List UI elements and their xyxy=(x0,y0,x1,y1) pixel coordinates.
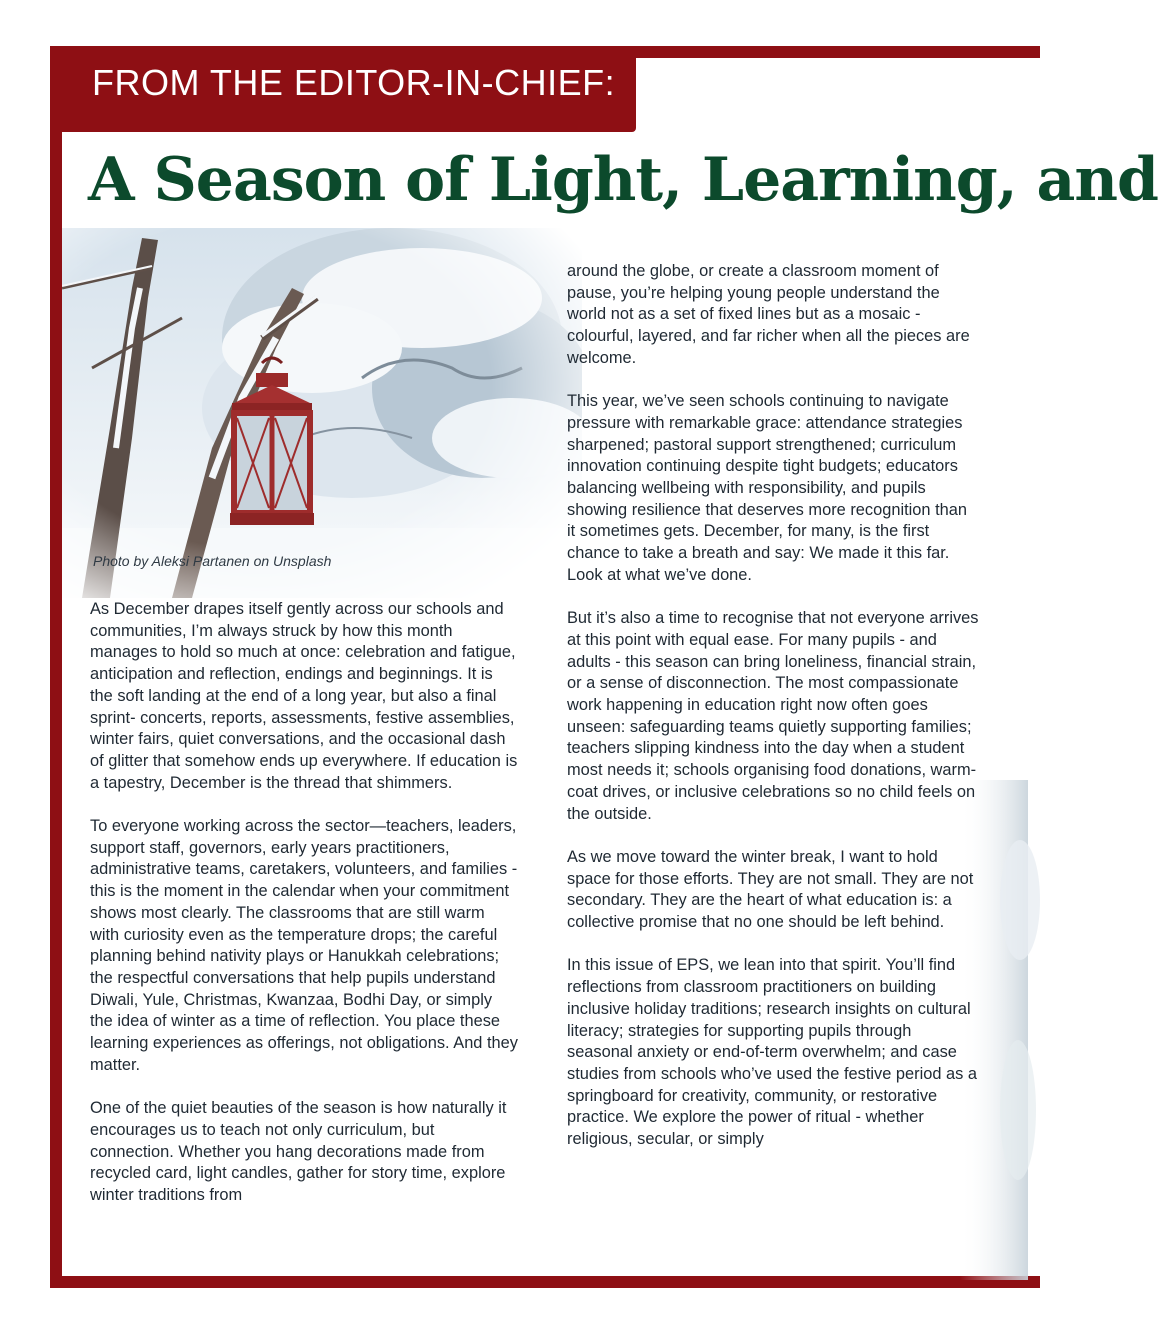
article-paragraph: One of the quiet beauties of the season is how naturally it encourages us to teach not only curriculum, but connection. Whether you hang decorations made from recycled card, light candles, gather for story time, explore winter traditions from xyxy=(90,1099,507,1204)
article-paragraph: As we move toward the winter break, I want to hold space for those efforts. They are not small. They are not secondary. They are the heart of what education is: a collective promise that no one should be left behind. xyxy=(567,847,974,932)
article-paragraph: To everyone working across the sector—teachers, leaders, support staff, governors, early years practitioners, administrative teams, caretakers, volunteers, and families - this is the moment in the calendar when your commitment shows most clearly. The classrooms that are still warm with curiosity even as the temperature drops; the careful planning behind nativity plays or Hanukkah celebrations; the respectful conversations that help pupils understand Diwali, Yule, Christmas, Kwanzaa, Bodhi Day, or simply the idea of winter as a time of reflection. You place these learning experiences as offerings, not obligations. And they matter. xyxy=(90,817,518,1074)
article-paragraph: In this issue of EPS, we lean into that spirit. You’ll find reflections from classroom practitioners on building inclusive holiday traditions; research insights on cultural literacy; strategies for supporting pupils through seasonal anxiety or end-of-term overwhelm; and case studies from schools who’ve used the festive period as a springboard for creativity, community, or restorative practice. We explore the power of ritual - whether religious, secular, or simply xyxy=(567,956,977,1149)
lantern-in-snowy-trees-icon xyxy=(62,228,582,598)
article-column-right xyxy=(567,261,979,1172)
photo-caption: Photo by Aleksi Partanen on Unsplash xyxy=(93,553,332,569)
article-column-left xyxy=(90,599,518,1228)
feature-photo xyxy=(62,228,582,598)
article-paragraph: This year, we’ve seen schools continuing to navigate pressure with remarkable grace: attendance strategies sharpened; pastoral support strengthened; curriculum innovation continuing despite tight budgets; educators balancing wellbeing with responsibility, and pupils showing resilience that deserves more recognition than it sometimes gets. December, for many, is the first chance to take a breath and say: We made it this far. Look at what we’ve done. xyxy=(567,392,967,584)
article-paragraph: around the globe, or create a classroom moment of pause, you’re helping young people understand the world not as a set of fixed lines but as a mosaic - colourful, layered, and far richer when all the pieces are welcome. xyxy=(567,262,970,367)
section-label: FROM THE EDITOR-IN-CHIEF: xyxy=(92,62,616,103)
article-paragraph: But it’s also a time to recognise that not everyone arrives at this point with equal ease. For many pupils - and adults - this season can bring loneliness, financial strain, or a sense of disconnection. The most compassionate work happening in education right now often goes unseen: safeguarding teams quietly supporting families; teachers slipping kindness into the day when a student most needs it; schools organising food donations, warm-coat drives, or inclusive celebrations so no child feels on the outside. xyxy=(567,609,979,823)
page-title: A Season of Light, Learning, and xyxy=(88,145,1158,215)
article-paragraph: As December drapes itself gently across our schools and communities, I’m always struck by how this month manages to hold so much at once: celebration and fatigue, anticipation and reflection, endings and beginnings. It is the soft landing at the end of a long year, but also a final sprint- concerts, reports, assessments, festive assemblies, winter fairs, quiet conversations, and the occasional dash of glitter that somehow ends up everywhere. If education is a tapestry, December is the thread that shimmers. xyxy=(90,600,518,792)
